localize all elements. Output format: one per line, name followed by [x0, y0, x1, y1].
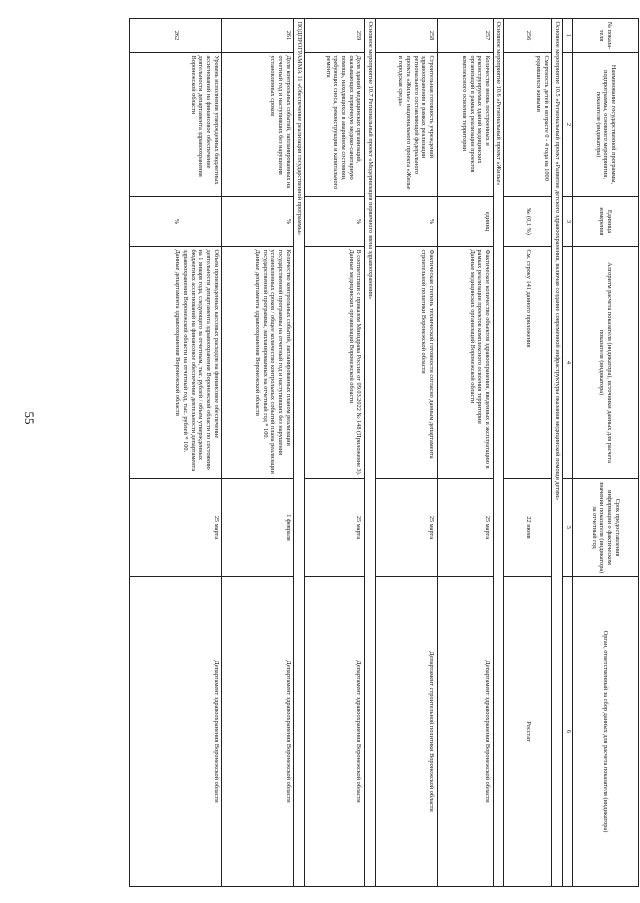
- section-heading: Основное мероприятие 10.7 Региональный проект «Модернизация первичного звена здравоохранения»: [364, 19, 375, 887]
- page-number: 55: [22, 411, 37, 425]
- indicator-unit: %: [222, 197, 294, 247]
- indicator-responsible: Департамент строительной политики Воронежской области: [375, 577, 437, 887]
- indicator-name: Количество вновь построенных и реконструируемых зданий медицинских организаций в рамках реализации проектов комплексного освоения территории: [437, 53, 493, 197]
- column-number: 4: [563, 247, 573, 479]
- indicator-deadline: 22 июня: [504, 479, 552, 577]
- header-name: Наименование государственной программы, подпрограммы, основного мероприятия, показателя (индикатора): [573, 53, 639, 197]
- indicator-deadline: 25 марта: [437, 479, 493, 577]
- row-number: 262: [130, 19, 222, 53]
- indicator-responsible: Росстат: [504, 577, 552, 887]
- header-deadline: Срок предоставления информации о фактическом значении показателя (индикатора) за отчетный год: [573, 479, 639, 577]
- row-number: 257: [437, 19, 493, 53]
- indicator-deadline: 25 марта: [375, 479, 437, 577]
- indicators-table: [129, 18, 639, 887]
- indicator-algorithm: Фактическая степень технической готовности согласно данным департамента строительной политики Воронежской области: [375, 247, 437, 479]
- indicator-responsible: Департамент здравоохранения Воронежской области: [222, 577, 294, 887]
- column-number: 2: [563, 53, 573, 197]
- section-heading: Основное мероприятие 10.5 «Региональный проект «Развитие детского здравоохранения, включая создание современной инфраструктуры оказания медицинской помощи детям»: [552, 19, 563, 887]
- indicator-deadline: 1 февраля: [222, 479, 294, 577]
- indicator-responsible: Департамент здравоохранения Воронежской области: [130, 577, 222, 887]
- section-heading: Основное мероприятие 10.6 «Региональный проект «Жилье»: [493, 19, 504, 887]
- indicator-deadline: 25 марта: [130, 479, 222, 577]
- row-number: 256: [504, 19, 552, 53]
- indicator-algorithm: В соответствии с приказом Минздрава России от 09.03.2022 № 148 (Приложение 3). Данные медицинских организаций Воронежской области: [304, 247, 364, 479]
- indicator-algorithm: См. строку 141 данного приложения: [504, 247, 552, 479]
- indicator-responsible: Департамент здравоохранения Воронежской области: [304, 577, 364, 887]
- indicator-deadline: 25 марта: [304, 479, 364, 577]
- row-number: 261: [222, 19, 294, 53]
- indicator-name: Доля контрольных событий, запланированных на отчетный год и наступивших без нарушения установленных сроков: [222, 53, 294, 197]
- indicator-name: Смертность детей в возрасте 0 - 4 года на 1000 родившихся живыми: [504, 53, 552, 197]
- row-number: 258: [375, 19, 437, 53]
- column-number: 5: [563, 479, 573, 577]
- indicator-unit: %: [130, 197, 222, 247]
- column-number: 6: [563, 577, 573, 887]
- indicator-algorithm: Объем произведенных кассовых расходов на финансовое обеспечение деятельности департамента здравоохранения Воронежской области по состоянию на 1 января года, следующего за отчетным, тыс. рублей / объем утвержденных бюджетных ассигнований на финансовое обеспечение деятельности департамента здравоохранения Воронежской области на отчетный год, тыс. рублей * 100. Данные департамента здравоохранения Воронежской области: [130, 247, 222, 479]
- indicator-name: Доля зданий медицинских организаций, оказывающих первичную медико-санитарную помощь, находящихся в аварийном состоянии, требующих сноса, реконструкции и капитального ремонта: [304, 53, 364, 197]
- header-unit: Единица измерения: [573, 197, 639, 247]
- header-algorithm: Алгоритм расчета показателя (индикатора), источники данных для расчета показателя (индикатора): [573, 247, 639, 479]
- indicator-responsible: Департамент здравоохранения Воронежской области: [437, 577, 493, 887]
- indicator-unit: %: [304, 197, 364, 247]
- column-number: 1: [563, 19, 573, 53]
- row-number: 259: [304, 19, 364, 53]
- indicator-name: Строительная готовность учреждений здравоохранения в рамках реализации регионального составляющей федерального проекта «Жилье» национального проекта «Жилье и городская среда»: [375, 53, 437, 197]
- indicator-algorithm: Количество контрольных событий, запланированных планом реализации государственной программы на отчетный год и наступивших без нарушения установленных сроков / общее количество контрольных событий плана реализации государственной программы, запланированных на отчетный год * 100. Данные департамента здравоохранения Воронежской области: [222, 247, 294, 479]
- indicator-name: Уровень исполнения утвержденных бюджетных ассигнований на финансовое обеспечение деятельности департамента здравоохранения Воронежской области: [130, 53, 222, 197]
- column-number: 3: [563, 197, 573, 247]
- section-heading: ПОДПРОГРАММА 11 «Обеспечение реализации государственной программы»: [294, 19, 305, 887]
- header-responsible: Орган, ответственный за сбор данных для расчета показателя (индикатора): [573, 577, 639, 887]
- header-number: № показа-теля: [573, 19, 639, 53]
- indicator-unit: единиц: [437, 197, 493, 247]
- rotated-table-container: [59, 18, 639, 886]
- indicator-unit: ‰ (0,1 %): [504, 197, 552, 247]
- indicator-unit: %: [375, 197, 437, 247]
- indicator-algorithm: Фактическое количество объектов здравоохранения, введенных в эксплуатацию в рамках реализации проектов комплексного освоения территории Данные медицинских организаций Воронежской области: [437, 247, 493, 479]
